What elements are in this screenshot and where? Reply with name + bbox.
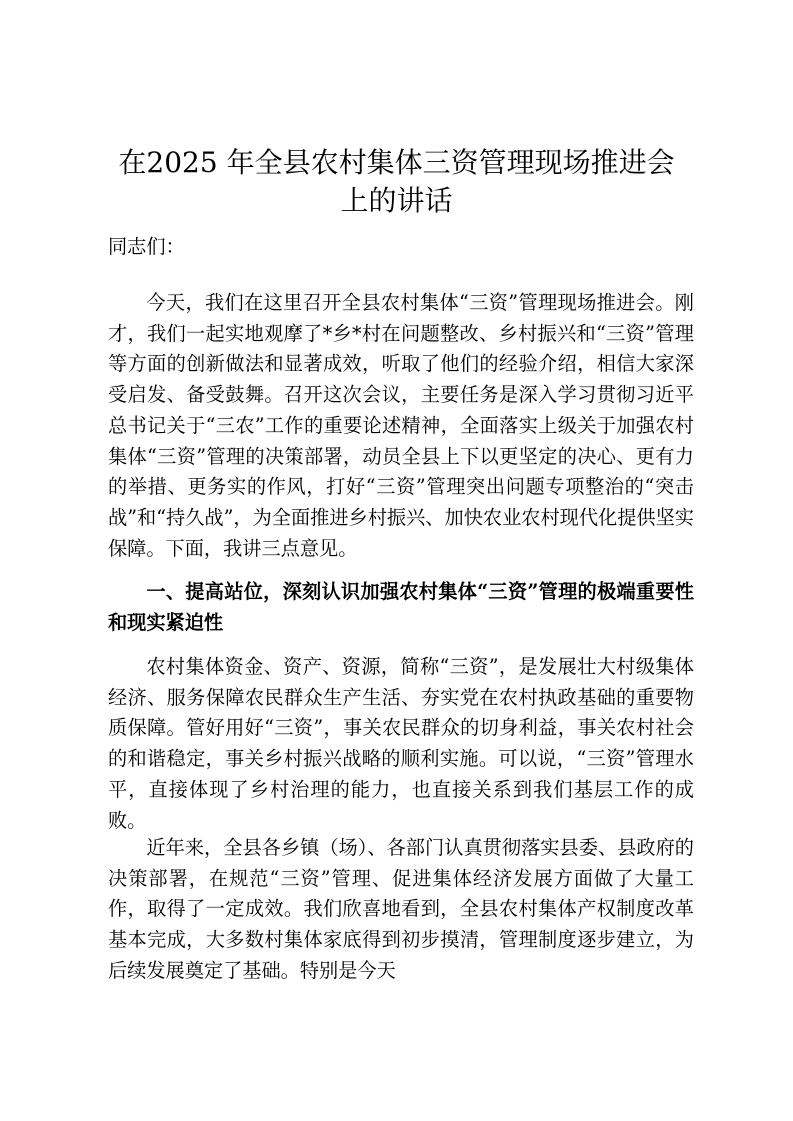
paragraph-recent-years: 近年来，全县各乡镇（场）、各部门认真贯彻落实县委、县政府的决策部署，在规范“三资”管理、促进集体经济发展方面做了大量工作，取得了一定成效。我们欣喜地看到，全县农村集体产权制度改革基本完成，大多数村集体家底得到初步摸清，管理制度逐步建立，为后续发展奠定了基础。特别是今天	[108, 836, 694, 982]
paragraph-three-assets: 农村集体资金、资产、资源，简称“三资”，是发展壮大村级集体经济、服务保障农民群众生产生活、夯实党在农村执政基础的重要物质保障。管好用好“三资”，事关农民群众的切身利益，事关农村社会的和谐稳定，事关乡村振兴战略的顺利实施。可以说，“三资”管理水平，直接体现了乡村治理的能力，也直接关系到我们基层工作的成败。	[108, 655, 694, 832]
salutation: 同志们：	[108, 235, 185, 258]
paragraph-intro: 今天，我们在这里召开全县农村集体“三资”管理现场推进会。刚才，我们一起实地观摩了*乡*村在问题整改、乡村振兴和“三资”管理等方面的创新做法和显著成效，听取了他们的经验介绍，相信大家深受启发、备受鼓舞。召开这次会议，主要任务是深入学习贯彻习近平总书记关于“三农”工作的重要论述精神，全面落实上级关于加强农村集体“三资”管理的决策部署，动员全县上下以更坚定的决心、更有力的举措、更务实的作风，打好“三资”管理突出问题专项整治的“突击战”和“持久战”，为全面推进乡村振兴、加快农业农村现代化提供坚实保障。下面，我讲三点意见。	[108, 291, 694, 560]
document-title-line1: 在2025 年全县农村集体三资管理现场推进会	[118, 146, 675, 179]
section-heading-1: 一、提高站位，深刻认识加强农村集体“三资”管理的极端重要性和现实紧迫性	[108, 580, 694, 634]
document-title-line2: 上的讲话	[340, 184, 453, 217]
